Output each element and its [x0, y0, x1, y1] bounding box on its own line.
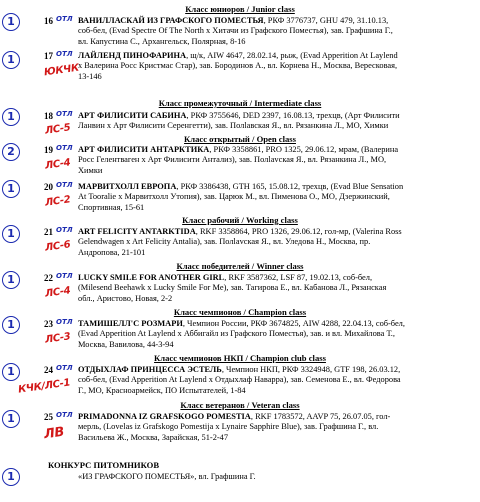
class-header-intermediate: Класс промежуточный / Intermediate class — [158, 98, 322, 108]
title-mark: ЛВ — [43, 424, 66, 443]
entry-16: ВАНИЛЛАСКАЙ ИЗ ГРАФСКОГО ПОМЕСТЬЯ, РКФ 3776737, GHU 479, 31.10.13, соб-бел, (Evad Spectre Of The North x Хитачи из Графского Поместья), зав. Графшина Г., вл. Капустина С., Архангельск, Полярная, 8-16 — [78, 16, 393, 46]
title-mark: КЧК/ЛС-1 — [17, 377, 71, 396]
class-header-open: Класс открытый / Open class — [184, 134, 296, 144]
entry-18: АРТ ФИЛИСИТИ САБИНА, РКФ 3755646, DED 2397, 16.08.13, трехцв, (Арт Филисити Ланвин x Арт Филисити Серенгетти), зав. Полlaвская Я., вл. Рязанкина Л., МО, Химки — [78, 111, 400, 131]
entry-20: МАРВИТХОЛЛ ЕВРОПА, РКФ 3386438, GTH 165, 15.08.12, трехцв, (Evad Blue Sensation At Tooralie x Марвитхолл Утопия), зав. Царюк М., вл. Пименова О., МО, Дзержинский, Спортивная, 15-61 — [78, 182, 404, 212]
entry-25: PRIMADONNA IZ GRAFSKOGO POMESTIA, RKF 1783572, AAVP 75, 26.07.05, гол- мерль, (Lovelas iz Grafskogo Pomestija x Lynaire Sapphire Blue), зав. Графшина Г., вл. Васильева Ж., Москва, Зарайская, 51-2-47 — [78, 412, 391, 442]
place-mark: 1 — [2, 108, 20, 126]
entry-19: АРТ ФИЛИСИТИ АНТАРКТИКА, РКФ 3358861, PRO 1325, 29.06.12, мрам, (Валерина Росс Гелентваген x Арт Филисити Антализ), зав. Полlavская Я., вл. Рязанкина Л., МО, Химки — [78, 145, 399, 175]
entry-number: 24 — [44, 365, 53, 375]
entry-number: 21 — [44, 227, 53, 237]
title-mark: ЛС-4 — [44, 285, 72, 300]
entry-number: 22 — [44, 273, 53, 283]
entry-number: 17 — [44, 51, 53, 61]
title-mark: ЛС-2 — [44, 194, 72, 209]
grade-mark: ОТЛ — [56, 272, 73, 280]
grade-mark: ОТЛ — [56, 364, 73, 372]
place-mark: 1 — [2, 180, 20, 198]
entry-number: 16 — [44, 16, 53, 26]
place-mark: 1 — [2, 51, 20, 69]
place-mark: 1 — [2, 13, 20, 31]
entry-21: ART FELICITY ANTARKTIDA, RKF 3358864, PRO 1326, 29.06.12, гол-мр, (Valerina Ross Gelendwagen x Art Felicity Antalia), зав. Полlavская Я., вл. Уледова Н., Москва, пр. Андропова, 21-101 — [78, 227, 402, 257]
kennel-contest-entry: «ИЗ ГРАФСКОГО ПОМЕСТЬЯ», вл. Графшина Г. — [78, 472, 256, 481]
entry-17: ЛАЙЛЕНД ПИНОФАРИНА, щ/к, AIW 4647, 28.02.14, рыж, (Evad Apperition At Laylend x Валерина Росс Кристмас Стар), зав. Бородинов А., вл. Корнева Н., Москва, Вересковая, 13-146 — [78, 51, 398, 81]
entry-number: 25 — [44, 412, 53, 422]
entry-number: 23 — [44, 319, 53, 329]
entry-23: ТАМИШЕЛЛ'С РОЗМАРИ, Чемпион России, РКФ 3674825, AIW 4288, 22.04.13, соб-бел, (Evad Apperition At Laylend x Аббигайл из Графского Поместья), зав. и вл. Михайлова Т., Москва, Вавилова, 44-3-94 — [78, 319, 405, 349]
class-header-veteran: Класс ветеранов / Veteran class — [180, 400, 300, 410]
place-mark: 1 — [2, 410, 20, 428]
place-mark: 2 — [2, 143, 20, 161]
class-header-working: Класс рабочий / Working class — [182, 215, 298, 225]
grade-mark: ОТЛ — [56, 110, 73, 118]
grade-mark: ОТЛ — [56, 411, 73, 419]
entry-number: 19 — [44, 145, 53, 155]
grade-mark: ОТЛ — [56, 50, 73, 58]
title-mark: ЮКЧК — [43, 62, 80, 79]
grade-mark: ОТЛ — [56, 226, 73, 234]
entry-number: 20 — [44, 182, 53, 192]
title-mark: ЛС-4 — [44, 157, 72, 172]
kennel-contest-header: КОНКУРС ПИТОМНИКОВ — [48, 460, 160, 470]
class-header-winner: Класс победителей / Winner class — [176, 261, 304, 271]
place-mark: 1 — [2, 225, 20, 243]
class-header-champion-club: Класс чемпионов НКП / Champion club class — [154, 353, 326, 363]
grade-mark: ОТЛ — [56, 144, 73, 152]
grade-mark: ОТЛ — [56, 181, 73, 189]
entry-24: ОТДЫХЛАФ ПРИНЦЕССА ЭСТЕЛЬ, Чемпион НКП, РКФ 3324948, GTF 198, 26.03.12, соб-бел, (Evad Apperition At Laylend x Отдыхлаф Наварра), зав. Семенова Е., вл. Федорова Г., МО, Красноармейск, ПО Испытателей, 1-84 — [78, 365, 401, 395]
place-mark: 1 — [2, 363, 20, 381]
entry-number: 18 — [44, 111, 53, 121]
title-mark: ЛС-5 — [44, 122, 72, 137]
place-mark: 1 — [2, 316, 20, 334]
class-header-junior: Класс юниоров / Junior class — [185, 4, 295, 14]
title-mark: ЛС-3 — [44, 331, 72, 346]
grade-mark: ОТЛ — [56, 15, 73, 23]
place-mark: 1 — [2, 271, 20, 289]
title-mark: ЛС-6 — [44, 239, 72, 254]
grade-mark: ОТЛ — [56, 318, 73, 326]
class-header-champion: Класс чемпионов / Champion class — [173, 307, 307, 317]
place-mark: 1 — [2, 468, 20, 486]
entry-22: LUCKY SMILE FOR ANOTHER GIRL, RKF 3587362, LSF 87, 19.02.13, соб-бел, (Milesend Beehawk x Lucky Smile For Me), зав. Тагирова Е., вл. Кабанова Л., Рязанская обл., Аристово, Новая, 2-2 — [78, 273, 387, 303]
